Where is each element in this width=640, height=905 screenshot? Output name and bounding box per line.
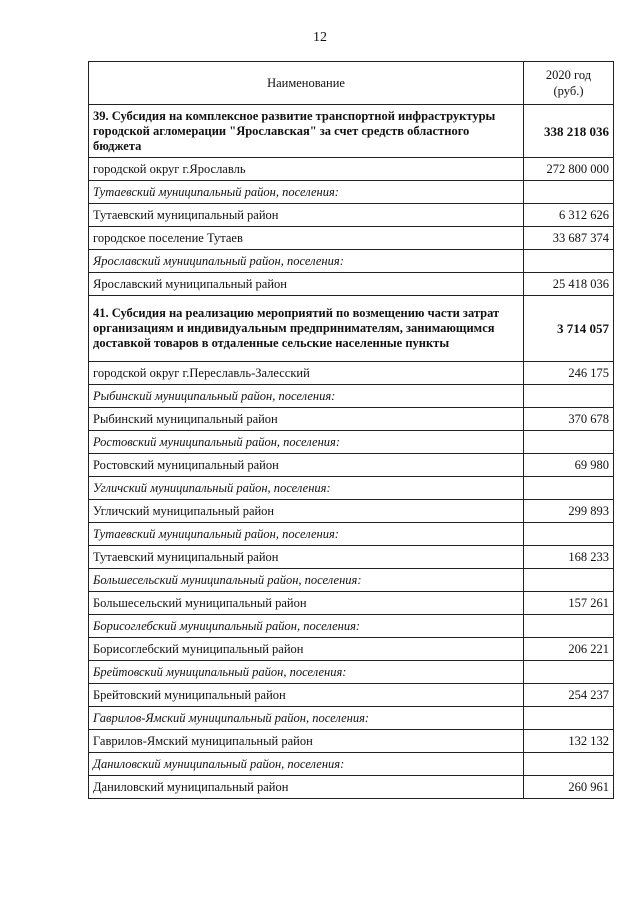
row-name: Даниловский муниципальный район, поселения: bbox=[89, 753, 524, 776]
row-amount: 272 800 000 bbox=[524, 158, 614, 181]
table-row bbox=[89, 454, 614, 477]
group-heading-row bbox=[89, 523, 614, 546]
group-heading-row bbox=[89, 181, 614, 204]
row-amount: 246 175 bbox=[524, 362, 614, 385]
row-name: городской округ г.Переславль-Залесский bbox=[89, 362, 524, 385]
header-unit: (руб.) bbox=[553, 84, 584, 98]
group-heading-row bbox=[89, 615, 614, 638]
row-amount bbox=[524, 181, 614, 204]
row-amount: 132 132 bbox=[524, 730, 614, 753]
row-amount: 33 687 374 bbox=[524, 227, 614, 250]
group-heading-row bbox=[89, 661, 614, 684]
row-amount bbox=[524, 477, 614, 500]
row-name: Тутаевский муниципальный район bbox=[89, 546, 524, 569]
row-name: Брейтовский муниципальный район bbox=[89, 684, 524, 707]
row-name: Ярославский муниципальный район bbox=[89, 273, 524, 296]
row-name: Гаврилов-Ямский муниципальный район bbox=[89, 730, 524, 753]
header-year: 2020 год bbox=[545, 68, 592, 82]
table-row bbox=[89, 684, 614, 707]
row-amount bbox=[524, 250, 614, 273]
table-row bbox=[89, 273, 614, 296]
row-name: Борисоглебский муниципальный район, поселения: bbox=[89, 615, 524, 638]
row-amount bbox=[524, 523, 614, 546]
page-number: 12 bbox=[313, 30, 327, 45]
header-name: Наименование bbox=[89, 62, 524, 105]
row-name: городское поселение Тутаев bbox=[89, 227, 524, 250]
row-name: Ярославский муниципальный район, поселения: bbox=[89, 250, 524, 273]
table-row bbox=[89, 638, 614, 661]
row-name: Большесельский муниципальный район bbox=[89, 592, 524, 615]
table-body bbox=[89, 105, 614, 799]
row-amount: 157 261 bbox=[524, 592, 614, 615]
table-row bbox=[89, 362, 614, 385]
row-name: Тутаевский муниципальный район bbox=[89, 204, 524, 227]
group-heading-row bbox=[89, 250, 614, 273]
row-name: Угличский муниципальный район bbox=[89, 500, 524, 523]
table-row bbox=[89, 227, 614, 250]
row-name: Брейтовский муниципальный район, поселения: bbox=[89, 661, 524, 684]
row-name: Угличский муниципальный район, поселения: bbox=[89, 477, 524, 500]
row-amount: 25 418 036 bbox=[524, 273, 614, 296]
table-row bbox=[89, 776, 614, 799]
group-heading-row bbox=[89, 753, 614, 776]
row-name: Гаврилов-Ямский муниципальный район, поселения: bbox=[89, 707, 524, 730]
row-name: Ростовский муниципальный район bbox=[89, 454, 524, 477]
group-heading-row bbox=[89, 477, 614, 500]
subsidy-table bbox=[88, 61, 614, 799]
row-name: 39. Субсидия на комплексное развитие транспортной инфраструктуры городской агломерации "Ярославская" за счет средств областного бюджета bbox=[89, 105, 524, 158]
row-amount: 299 893 bbox=[524, 500, 614, 523]
group-heading-row bbox=[89, 431, 614, 454]
row-amount bbox=[524, 707, 614, 730]
table-row bbox=[89, 158, 614, 181]
table-row bbox=[89, 546, 614, 569]
row-name: Даниловский муниципальный район bbox=[89, 776, 524, 799]
row-name: городской округ г.Ярославль bbox=[89, 158, 524, 181]
group-heading-row bbox=[89, 707, 614, 730]
row-amount: 3 714 057 bbox=[524, 296, 614, 362]
table-row bbox=[89, 500, 614, 523]
row-name: Тутаевский муниципальный район, поселения: bbox=[89, 181, 524, 204]
row-name: Ростовский муниципальный район, поселения: bbox=[89, 431, 524, 454]
row-name: Борисоглебский муниципальный район bbox=[89, 638, 524, 661]
row-amount: 260 961 bbox=[524, 776, 614, 799]
row-amount bbox=[524, 431, 614, 454]
row-name: 41. Субсидия на реализацию мероприятий по возмещению части затрат организациям и индивидуальным предпринимателям, занимающимся доставкой товаров в отдаленные сельские населенные пункты bbox=[89, 296, 524, 362]
row-amount: 69 980 bbox=[524, 454, 614, 477]
section-row bbox=[89, 105, 614, 158]
table-row bbox=[89, 408, 614, 431]
table-row bbox=[89, 204, 614, 227]
table-row bbox=[89, 592, 614, 615]
row-name: Рыбинский муниципальный район, поселения: bbox=[89, 385, 524, 408]
row-amount bbox=[524, 753, 614, 776]
group-heading-row bbox=[89, 569, 614, 592]
row-name: Большесельский муниципальный район, поселения: bbox=[89, 569, 524, 592]
group-heading-row bbox=[89, 385, 614, 408]
row-amount: 338 218 036 bbox=[524, 105, 614, 158]
row-amount bbox=[524, 615, 614, 638]
row-amount bbox=[524, 385, 614, 408]
section-row bbox=[89, 296, 614, 362]
table-row bbox=[89, 730, 614, 753]
row-name: Тутаевский муниципальный район, поселения: bbox=[89, 523, 524, 546]
row-amount bbox=[524, 569, 614, 592]
row-name: Рыбинский муниципальный район bbox=[89, 408, 524, 431]
row-amount: 206 221 bbox=[524, 638, 614, 661]
row-amount bbox=[524, 661, 614, 684]
row-amount: 254 237 bbox=[524, 684, 614, 707]
row-amount: 168 233 bbox=[524, 546, 614, 569]
table-header-row bbox=[89, 62, 614, 105]
header-amount bbox=[524, 62, 614, 105]
row-amount: 370 678 bbox=[524, 408, 614, 431]
row-amount: 6 312 626 bbox=[524, 204, 614, 227]
